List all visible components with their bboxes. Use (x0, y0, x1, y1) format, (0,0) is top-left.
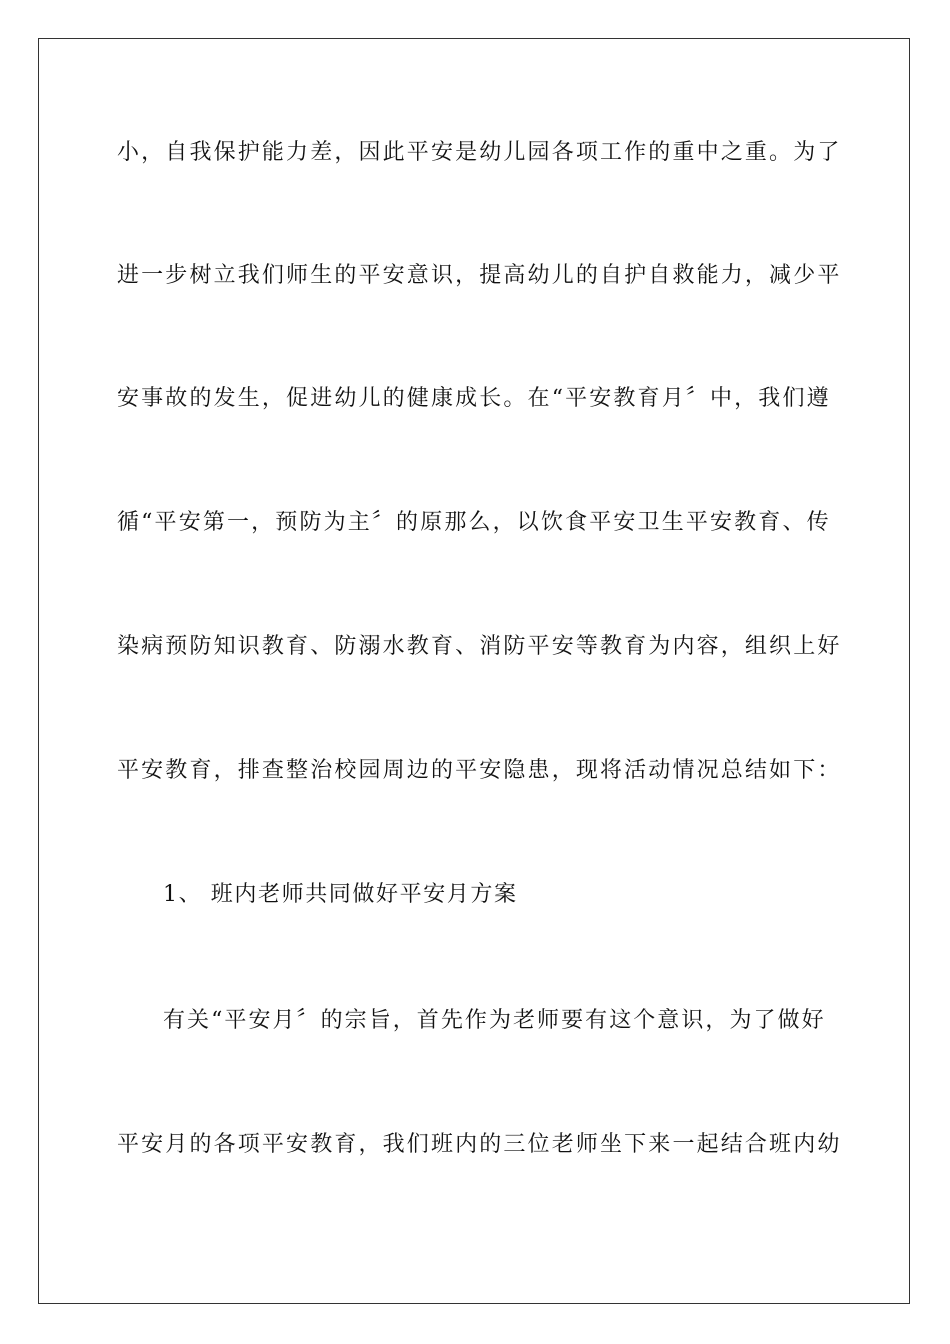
paragraph-2-line-1: 有关“平安月〞的宗旨，首先作为老师要有这个意识，为了做好 (163, 1008, 826, 1033)
paragraph-1-line-2: 进一步树立我们师生的平安意识，提高幼儿的自护自救能力，减少平 (117, 263, 842, 288)
paragraph-1-line-4: 循“平安第一，预防为主〞的原那么，以饮食平安卫生平安教育、传 (117, 510, 831, 535)
paragraph-1-line-1: 小，自我保护能力差，因此平安是幼儿园各项工作的重中之重。为了 (117, 140, 842, 165)
paragraph-1-line-5: 染病预防知识教育、防溺水教育、消防平安等教育为内容，组织上好 (117, 634, 842, 659)
section-heading: 1、 班内老师共同做好平安月方案 (163, 882, 518, 907)
paragraph-2-line-2: 平安月的各项平安教育，我们班内的三位老师坐下来一起结合班内幼 (117, 1132, 842, 1157)
paragraph-1-line-3: 安事故的发生，促进幼儿的健康成长。在“平安教育月〞中，我们遵 (117, 386, 831, 411)
paragraph-1-line-6: 平安教育，排查整治校园周边的平安隐患，现将活动情况总结如下： (117, 758, 842, 783)
page-border (38, 38, 910, 1304)
